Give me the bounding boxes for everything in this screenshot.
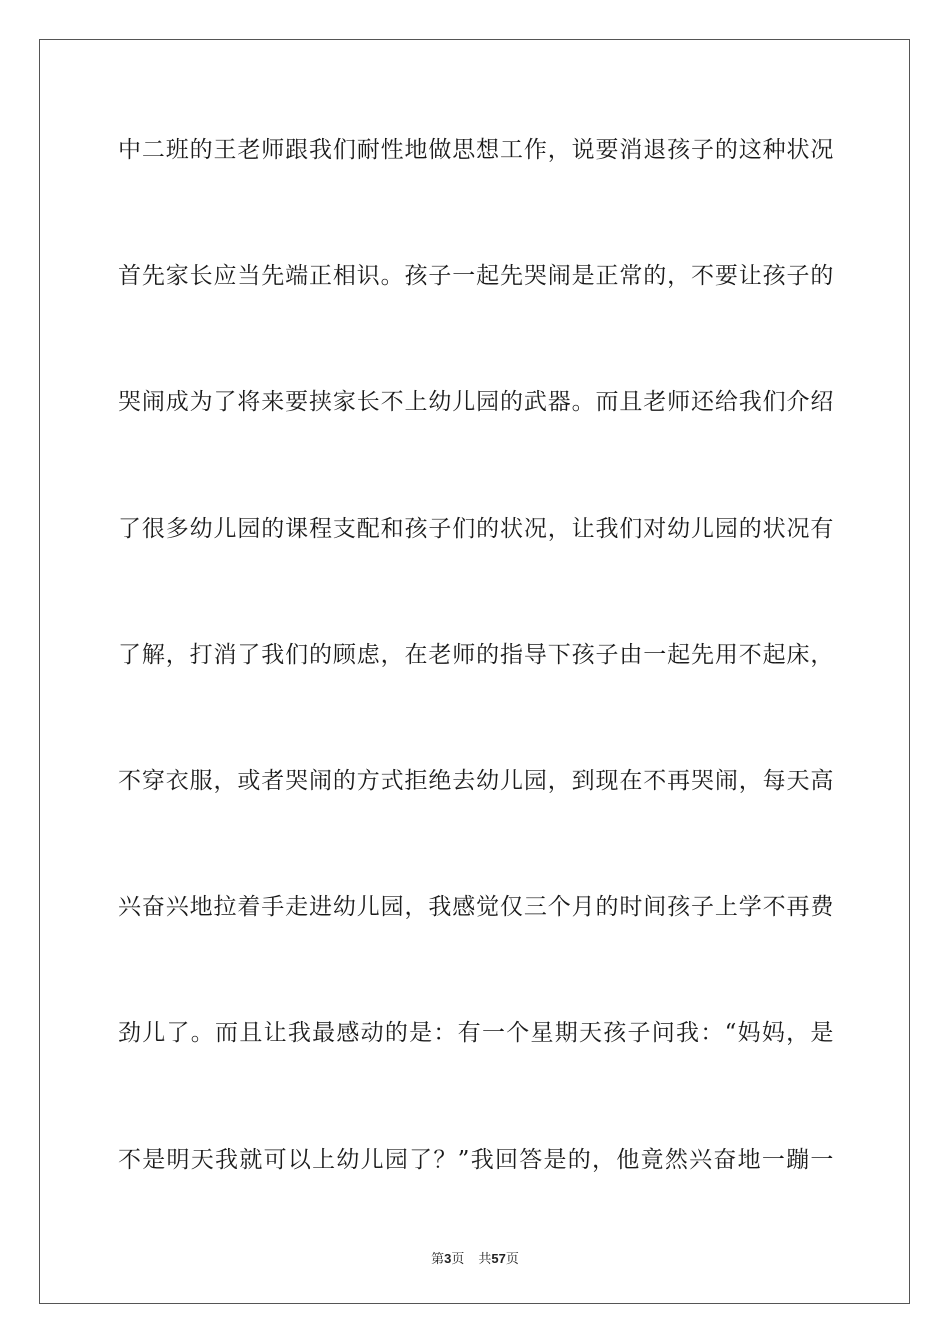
total-pages: 57 [491,1251,506,1266]
total-suffix: 页 [505,1252,519,1267]
text-line-7: 兴奋兴地拉着手走进幼儿园，我感觉仅三个月的时间孩子上学不再费 [118,894,834,921]
text-line-3: 哭闹成为了将来要挟家长不上幼儿园的武器。而且老师还给我们介绍 [118,389,834,416]
text-line-2: 首先家长应当先端正相识。孩子一起先哭闹是正常的，不要让孩子的 [118,263,834,290]
text-line-5: 了解，打消了我们的顾虑，在老师的指导下孩子由一起先用不起床， [118,641,834,668]
text-line-6: 不穿衣服，或者哭闹的方式拒绝去幼儿园，到现在不再哭闹，每天高 [118,767,834,794]
body-text [118,128,834,1264]
text-line-8: 劲儿了。而且让我最感动的是：有一个星期天孩子问我：“妈妈，是 [118,1020,834,1047]
text-line-1: 中二班的王老师跟我们耐性地做思想工作，说要消退孩子的这种状况 [118,137,834,163]
text-line-4: 了很多幼儿园的课程支配和孩子们的状况，让我们对幼儿园的状况有 [118,515,834,542]
total-prefix: 共 [478,1252,492,1267]
page-suffix: 页 [451,1252,465,1267]
page-prefix: 第 [431,1252,445,1267]
page-footer [0,1248,950,1267]
text-line-9: 不是明天我就可以上幼儿园了？”我回答是的，他竟然兴奋地一蹦一 [118,1146,834,1173]
page-number: 3 [444,1251,452,1266]
